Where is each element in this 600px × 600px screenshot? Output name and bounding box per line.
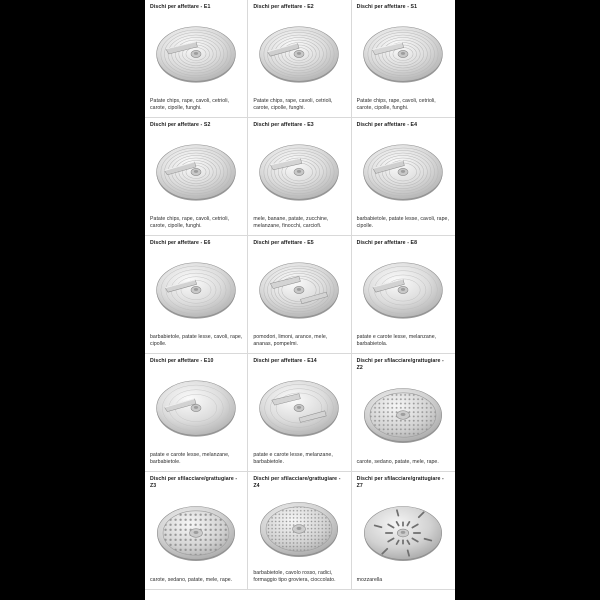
product-description: pomodori, limoni, arance, mele, ananas, pompelmi. — [253, 333, 328, 348]
product-image — [150, 129, 242, 216]
product-description: barbabietole, patate lesse, cavoli, rape, cipolle. — [150, 333, 243, 348]
product-description: patate e carote lesse, melanzane, barbabietole. — [253, 451, 333, 466]
slicing-disc-single-blade-icon — [153, 377, 239, 439]
product-description: mozzarella — [356, 577, 383, 583]
product-card[interactable] — [145, 0, 248, 118]
product-description: carote, sedano, patate, mele, rape. — [150, 577, 233, 583]
product-title: Dischi per sfilacciare/grattugiare - Z2 — [356, 358, 444, 372]
product-title: Dischi per affettare - E8 — [356, 240, 418, 246]
product-card[interactable] — [352, 472, 455, 590]
product-title: Dischi per affettare - S1 — [356, 4, 418, 10]
slicing-disc-single-blade-icon — [153, 23, 239, 85]
shredding-disc-blades-icon — [360, 502, 446, 564]
grating-disc-perforated-icon — [153, 502, 239, 564]
product-description: Patate chips, rape, cavoli, cetrioli, carote, cipolle, funghi. — [150, 215, 230, 230]
product-title: Dischi per affettare - E14 — [253, 358, 317, 364]
product-title: Dischi per affettare - E2 — [253, 4, 314, 10]
product-description: barbabietole, patate lesse, cavoli, rape, cipolle. — [356, 215, 449, 230]
product-image — [357, 490, 450, 577]
product-image — [357, 11, 450, 98]
grating-disc-perforated-icon — [256, 498, 342, 560]
product-image — [150, 365, 242, 452]
grating-disc-perforated-icon — [360, 384, 446, 446]
product-image — [253, 365, 345, 452]
product-grid — [145, 0, 455, 590]
product-image — [253, 129, 345, 216]
product-title: Dischi per affettare - E3 — [253, 122, 314, 128]
product-description: Patate chips, rape, cavoli, cetrioli, carote, cipolle, funghi. — [253, 97, 333, 112]
product-title: Dischi per sfilacciare/grattugiare - Z7 — [356, 476, 444, 490]
product-card[interactable] — [248, 236, 351, 354]
product-card[interactable] — [352, 236, 455, 354]
product-card[interactable] — [352, 118, 455, 236]
product-card[interactable] — [248, 0, 351, 118]
product-description: patate e carote lesse, melanzane, barbabietole. — [150, 451, 230, 466]
product-image — [150, 490, 242, 577]
product-image — [253, 11, 345, 98]
product-image — [357, 247, 450, 334]
product-card[interactable] — [352, 0, 455, 118]
product-title: Dischi per affettare - E5 — [253, 240, 314, 246]
slicing-disc-single-blade-icon — [153, 259, 239, 321]
slicing-disc-double-blade-icon — [256, 377, 342, 439]
product-description: Patate chips, rape, cavoli, cetrioli, carote, cipolle, funghi. — [150, 97, 230, 112]
product-card[interactable] — [248, 118, 351, 236]
product-title: Dischi per sfilacciare/grattugiare - Z3 — [150, 476, 238, 490]
product-card[interactable] — [145, 236, 248, 354]
product-description: Patate chips, rape, cavoli, cetrioli, carote, cipolle, funghi. — [356, 97, 436, 112]
product-title: Dischi per sfilacciare/grattugiare - Z4 — [253, 476, 341, 490]
product-title: Dischi per affettare - E4 — [356, 122, 418, 128]
slicing-disc-single-blade-icon — [360, 23, 446, 85]
product-image — [150, 11, 242, 98]
product-title: Dischi per affettare - E10 — [150, 358, 214, 364]
slicing-disc-single-blade-icon — [256, 141, 342, 203]
product-card[interactable] — [145, 118, 248, 236]
slicing-disc-single-blade-icon — [360, 259, 446, 321]
product-card[interactable] — [145, 472, 248, 590]
product-catalog-sheet — [145, 0, 455, 600]
product-image — [357, 129, 450, 216]
product-card[interactable] — [352, 354, 455, 472]
product-card[interactable] — [248, 472, 351, 590]
product-description: carote, sedano, patate, mele, rape. — [356, 459, 439, 465]
slicing-disc-single-blade-icon — [256, 23, 342, 85]
product-title: Dischi per affettare - E1 — [150, 4, 211, 10]
slicing-disc-single-blade-icon — [360, 141, 446, 203]
product-image — [357, 372, 450, 459]
product-image — [150, 247, 242, 334]
product-description: patate e carote lesse, melanzane, barbabietola. — [356, 333, 437, 348]
product-image — [253, 490, 345, 570]
slicing-disc-double-blade-icon — [256, 259, 342, 321]
product-image — [253, 247, 345, 334]
product-description: barbabietole, cavolo rosso, radici, formaggio tipo groviera, cioccolato. — [253, 569, 336, 584]
product-title: Dischi per affettare - E6 — [150, 240, 211, 246]
slicing-disc-single-blade-icon — [153, 141, 239, 203]
product-title: Dischi per affettare - S2 — [150, 122, 211, 128]
product-card[interactable] — [145, 354, 248, 472]
product-description: mele, banane, patate, zucchine, melanzane, finocchi, carciofi. — [253, 215, 329, 230]
product-card[interactable] — [248, 354, 351, 472]
